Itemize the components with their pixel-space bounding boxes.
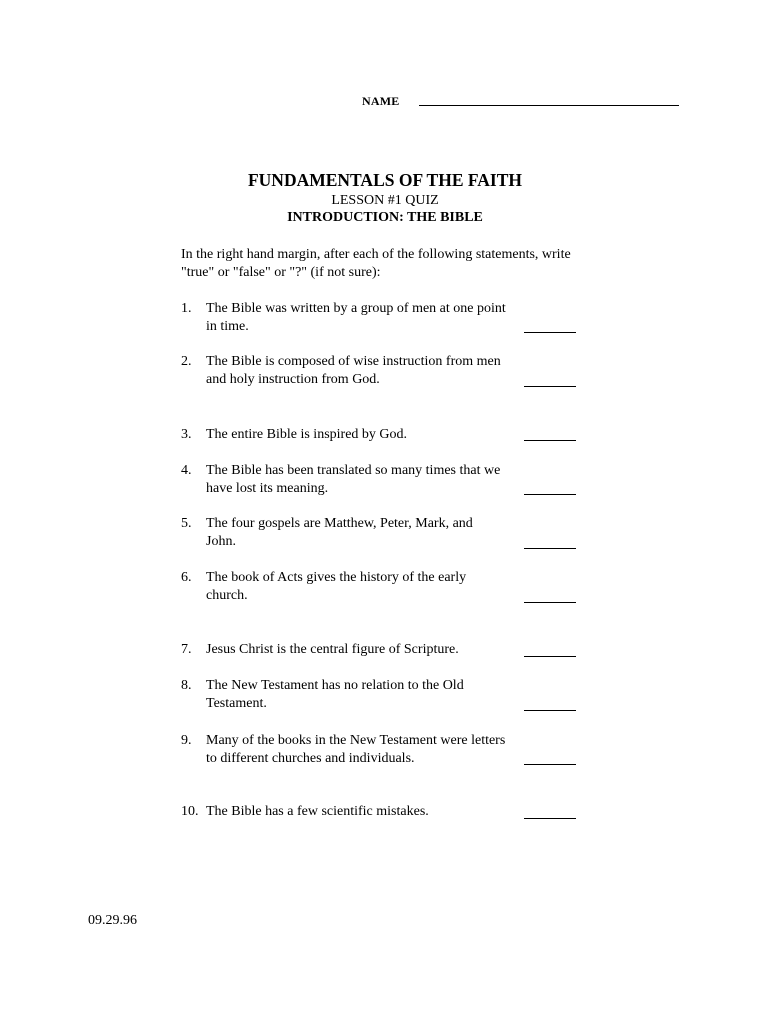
question-1 — [181, 300, 581, 340]
answer-blank[interactable] — [524, 818, 576, 819]
question-text: Jesus Christ is the central figure of Scripture. — [206, 642, 459, 657]
quiz-subtitle: LESSON #1 QUIZ — [331, 193, 439, 208]
question-number: 5. — [181, 516, 192, 531]
answer-blank[interactable] — [524, 386, 576, 387]
question-number: 1. — [181, 301, 192, 316]
question-number: 10. — [181, 804, 199, 819]
answer-blank[interactable] — [524, 710, 576, 711]
question-text: The book of Acts gives the history of the early church. — [206, 570, 467, 603]
question-4 — [181, 462, 581, 502]
question-9 — [181, 732, 581, 772]
question-8 — [181, 677, 581, 717]
question-text: The Bible has been translated so many times that we have lost its meaning. — [206, 463, 501, 496]
question-10 — [181, 803, 581, 843]
question-number: 8. — [181, 678, 192, 693]
question-2 — [181, 353, 581, 393]
question-text: The Bible is composed of wise instruction from men and holy instruction from God. — [206, 354, 501, 387]
name-label: NAME — [362, 94, 400, 108]
question-number: 2. — [181, 354, 192, 369]
question-text: The Bible has a few scientific mistakes. — [206, 804, 429, 819]
question-number: 6. — [181, 570, 192, 585]
question-text: Many of the books in the New Testament were letters to different churches and individuals. — [206, 733, 506, 766]
answer-blank[interactable] — [524, 656, 576, 657]
section-heading: INTRODUCTION: THE BIBLE — [287, 210, 483, 225]
question-number: 7. — [181, 642, 192, 657]
answer-blank[interactable] — [524, 548, 576, 549]
answer-blank[interactable] — [524, 494, 576, 495]
page-title: FUNDAMENTALS OF THE FAITH — [247, 170, 523, 190]
answer-blank[interactable] — [524, 764, 576, 765]
name-field[interactable] — [419, 94, 679, 106]
question-number: 3. — [181, 427, 192, 442]
question-7 — [181, 641, 581, 681]
question-6 — [181, 569, 581, 609]
question-text: The Bible was written by a group of men at one point in time. — [206, 301, 506, 334]
question-3 — [181, 426, 581, 466]
question-text: The four gospels are Matthew, Peter, Mark, and John. — [206, 516, 473, 549]
answer-blank[interactable] — [524, 440, 576, 441]
document-date: 09.29.96 — [88, 913, 137, 928]
instructions: In the right hand margin, after each of the following statements, write "true" or "false" or "?" (if not sure): — [181, 247, 571, 280]
question-5 — [181, 515, 581, 555]
question-number: 4. — [181, 463, 192, 478]
answer-blank[interactable] — [524, 332, 576, 333]
question-text: The New Testament has no relation to the Old Testament. — [206, 678, 464, 711]
answer-blank[interactable] — [524, 602, 576, 603]
question-number: 9. — [181, 733, 192, 748]
question-text: The entire Bible is inspired by God. — [206, 427, 408, 442]
